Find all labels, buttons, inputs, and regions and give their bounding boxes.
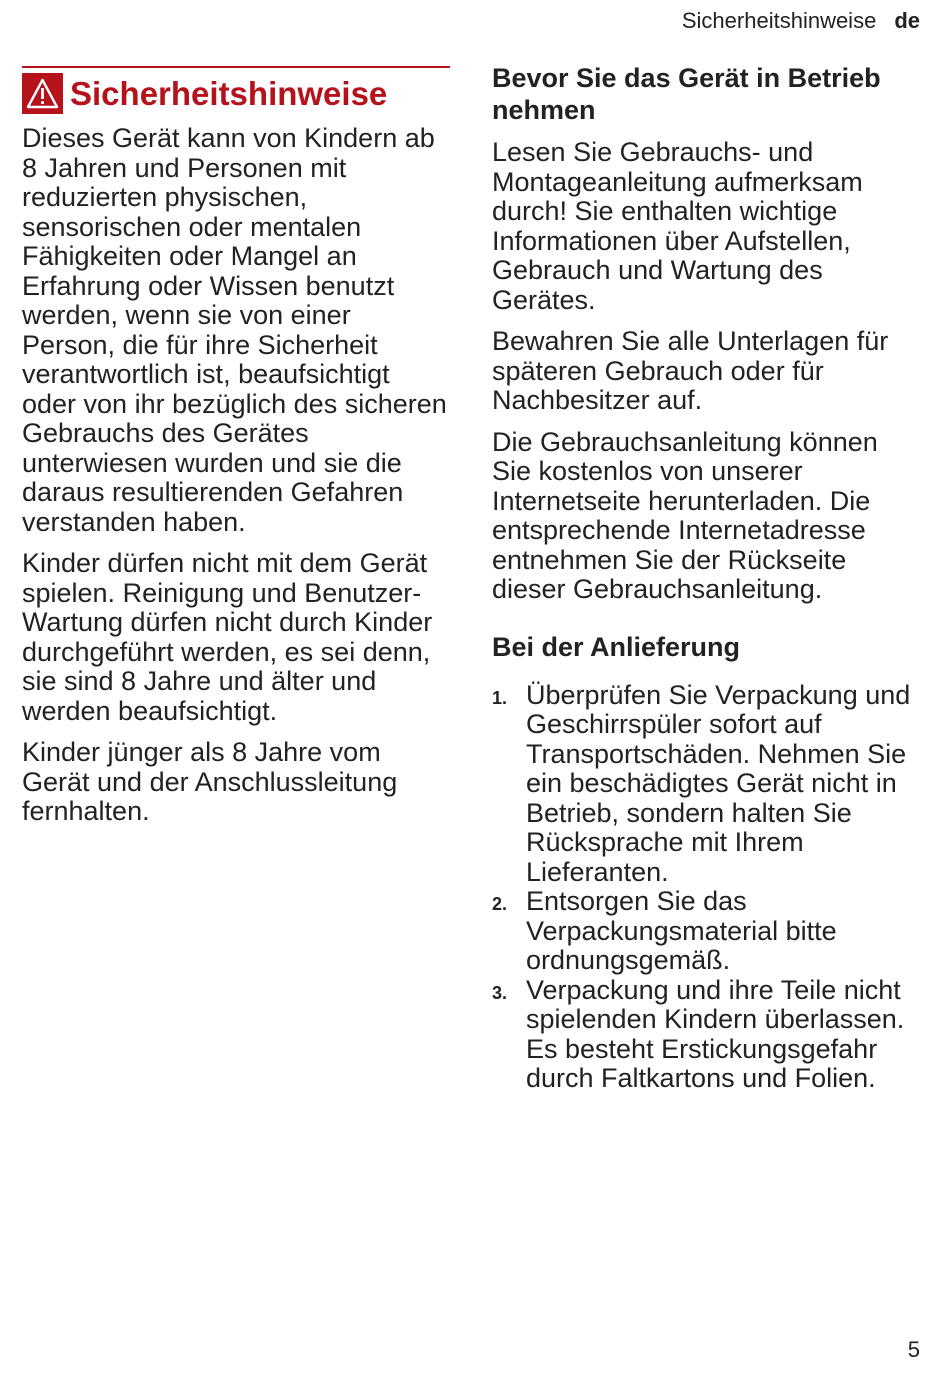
step-number: 3. xyxy=(492,982,508,1003)
list-item xyxy=(492,976,922,1094)
paragraph-read-manual: Lesen Sie Gebrauchs- und Montageanleitung aufmerksam durch! Sie enthalten wichtige Informationen über Aufstellen, Gebrauch und Wartung des Gerätes. xyxy=(492,137,863,315)
heading-delivery: Bei der Anlieferung xyxy=(492,631,741,662)
step-text: Überprüfen Sie Verpackung und Geschirrspüler sofort auf Transportschäden. Nehmen Sie ein beschädigtes Gerät nicht in Betrieb, sondern halten Sie Rücksprache mit Ihrem Lieferanten. xyxy=(526,679,911,887)
list-item xyxy=(492,887,922,976)
step-text: Entsorgen Sie das Verpackungsmaterial bitte ordnungsgemäß. xyxy=(526,886,837,975)
header-section-title: Sicherheitshinweise xyxy=(681,8,877,33)
step-number: 1. xyxy=(492,687,508,708)
paragraph-keep-documents: Bewahren Sie alle Unterlagen für späteren Gebrauch oder für Nachbesitzer auf. xyxy=(492,326,889,415)
page-number: 5 xyxy=(907,1337,920,1362)
title-rule xyxy=(22,66,450,68)
paragraph-supervision: Dieses Gerät kann von Kindern ab 8 Jahren und Personen mit reduzierten physischen, sensorischen oder mentalen Fähigkeiten oder Mangel an Erfahrung oder Wissen benutzt werden, wenn sie von einer Person, die für ihre Sicherheit verantwortlich ist, beaufsichtigt oder von ihr bezüglich des sicheren Gebrauchs des Gerätes unterwiesen wurden und sie die daraus resultierenden Gefahren verstanden haben. xyxy=(22,123,447,537)
section-title-text: Sicherheitshinweise xyxy=(70,74,388,112)
paragraph-download-manual: Die Gebrauchsanleitung können Sie kostenlos von unserer Internetseite herunterladen. Die entsprechende Internetadresse entnehmen Sie der Rückseite dieser Gebrauchsanleitung. xyxy=(492,426,878,604)
header-language: de xyxy=(894,8,920,33)
right-column xyxy=(492,62,922,1094)
step-number: 2. xyxy=(492,894,508,914)
list-item xyxy=(492,681,922,888)
heading-before-use: Bevor Sie das Gerät in Betrieb nehmen xyxy=(492,63,881,125)
delivery-steps-list xyxy=(492,681,922,1094)
paragraph-children-play: Kinder dürfen nicht mit dem Gerät spielen. Reinigung und Benutzer-Wartung dürfen nicht durch Kinder durchgeführt werden, es sei denn, sie sind 8 Jahre und älter und werden beaufsichtigt. xyxy=(22,548,433,726)
warning-triangle-icon xyxy=(22,73,63,114)
left-column xyxy=(22,66,450,839)
section-title xyxy=(22,73,450,114)
step-text: Verpackung und ihre Teile nicht spielenden Kindern überlassen. Es besteht Erstickungsgefahr durch Faltkartons und Folien. xyxy=(526,974,905,1093)
running-header xyxy=(682,8,920,34)
paragraph-keep-away: Kinder jünger als 8 Jahre vom Gerät und der Anschlussleitung fernhalten. xyxy=(22,737,398,826)
